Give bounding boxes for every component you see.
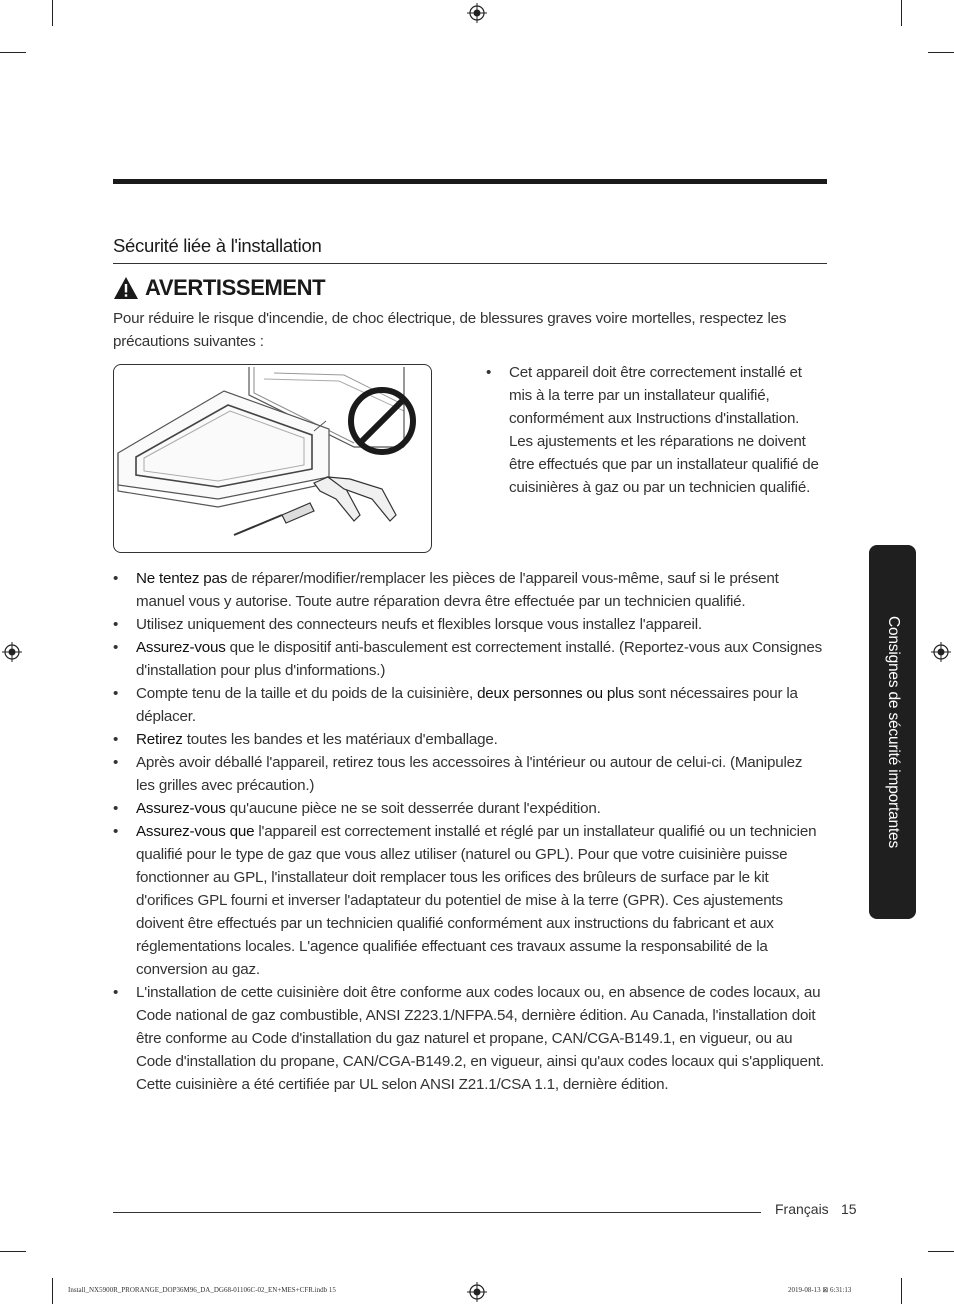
registration-mark-icon (467, 1282, 487, 1302)
warning-intro: Pour réduire le risque d'incendie, de choc électrique, de blessures graves voire mortelles, respectez les précautions suivantes : (113, 310, 787, 350)
oven-tools-prohibited-illustration-icon (114, 365, 431, 552)
warning-heading (113, 274, 325, 302)
list-item (113, 981, 825, 1096)
registration-mark-icon (2, 642, 22, 662)
list-item (113, 613, 825, 636)
list-item (113, 820, 825, 981)
item-text: Utilisez uniquement des connecteurs neufs et flexibles lorsque vous installez l'appareil. (136, 616, 702, 633)
warning-title: AVERTISSEMENT (145, 275, 326, 300)
list-item (113, 682, 825, 728)
print-slug-file: Install_NX5900R_PRORANGE_DOP36M96_DA_DG68-01106C-02_EN+MES+CFR.indb 15 (68, 1286, 336, 1294)
item-text: l'appareil est correctement installé et réglé par un installateur qualifié ou un technicien qualifié pour le type de gaz que vous allez utiliser (naturel ou GPL). Pour que votre cuisinière puisse fonctionner au GPL, l'installateur doit remplacer tous les orifices des brûleurs de surface par le kit d'orifices GPL fourni et inverser l'adaptateur du potentiel de mise à la terre (GPR). Ces ajustements doivent être effectués par un technicien qualifié conformément aux instructions du fabricant et aux réglementations locales. L'agence qualifiée effectuant ces travaux assume la responsabilité de la conversion au gaz. (136, 823, 817, 978)
item-emphasis: deux personnes ou plus (477, 685, 634, 702)
chapter-side-tab-label: Consignes de sécurité importantes (884, 615, 902, 849)
crop-mark (901, 1278, 902, 1304)
side-bullet-list (486, 361, 826, 499)
crop-mark (0, 1251, 26, 1252)
crop-mark (0, 52, 26, 53)
crop-mark (52, 1278, 53, 1304)
item-text: de réparer/modifier/remplacer les pièces de l'appareil vous-même, sauf si le présent manuel vous y autorise. Toute autre réparation devra être effectuée par un technicien qualifié. (136, 570, 779, 610)
crop-mark (928, 1251, 954, 1252)
item-text: Compte tenu de la taille et du poids de la cuisinière, (136, 685, 478, 702)
registration-mark-icon (931, 642, 951, 662)
warning-triangle-icon (113, 276, 139, 300)
section-title: Sécurité liée à l'installation (113, 235, 322, 256)
item-lead: Assurez-vous (136, 800, 226, 817)
installation-illustration (113, 364, 432, 553)
section-divider (113, 263, 827, 264)
item-text: Après avoir déballé l'appareil, retirez tous les accessoires à l'intérieur ou autour de celui-ci. (Manipulez les grilles avec précaution.) (136, 754, 803, 794)
precautions-list (113, 567, 825, 1096)
footer-language: Français (775, 1201, 829, 1217)
crop-mark (901, 0, 902, 26)
list-item (113, 797, 825, 820)
registration-mark-icon (467, 3, 487, 23)
item-lead: Assurez-vous que (136, 823, 255, 840)
list-item (113, 751, 825, 797)
item-lead: Assurez-vous (136, 639, 226, 656)
list-item (113, 728, 825, 751)
crop-mark (928, 52, 954, 53)
item-lead: Retirez (136, 731, 183, 748)
item-text: toutes les bandes et les matériaux d'emballage. (182, 731, 498, 748)
list-item (113, 567, 825, 613)
item-lead: Ne tentez pas (136, 570, 228, 587)
item-text: L'installation de cette cuisinière doit être conforme aux codes locaux ou, en absence de codes locaux, au Code national de gaz combustible, ANSI Z223.1/NFPA.54, dernière édition. Au Canada, l'installation doit être conforme au Code d'installation du gaz naturel et propane, CAN/CGA-B149.1, en vigueur, ou au Code d'installation du propane, CAN/CGA-B149.2, en vigueur, ainsi qu'aux codes locaux qui s'appliquent. Cette cuisinière a été certifiée par UL selon ANSI Z21.1/CSA 1.1, dernière édition. (136, 984, 825, 1093)
list-item: • Cet appareil doit être correctement installé et mis à la terre par un installateur qualifié, conformément aux Instructions d'installation. Les ajustements et les réparations ne doivent être effectués que par un installateur qualifié de cuisinières à gaz ou par un technicien qualifié. (486, 361, 826, 499)
item-tail: sont nécessaires pour la déplacer. (136, 685, 798, 725)
item-text: qu'aucune pièce ne se soit desserrée durant l'expédition. (225, 800, 601, 817)
crop-mark (52, 0, 53, 26)
page-number: 15 (841, 1201, 857, 1217)
footer-rule (113, 1212, 761, 1213)
header-rule (113, 179, 827, 184)
print-slug-date: 2019-08-13 ⊠ 6:31:13 (788, 1286, 852, 1294)
chapter-side-tab (869, 545, 916, 919)
list-item (113, 636, 825, 682)
item-text: que le dispositif anti-basculement est correctement installé. (Reportez-vous aux Consignes d'installation pour plus d'informations.) (136, 639, 822, 679)
